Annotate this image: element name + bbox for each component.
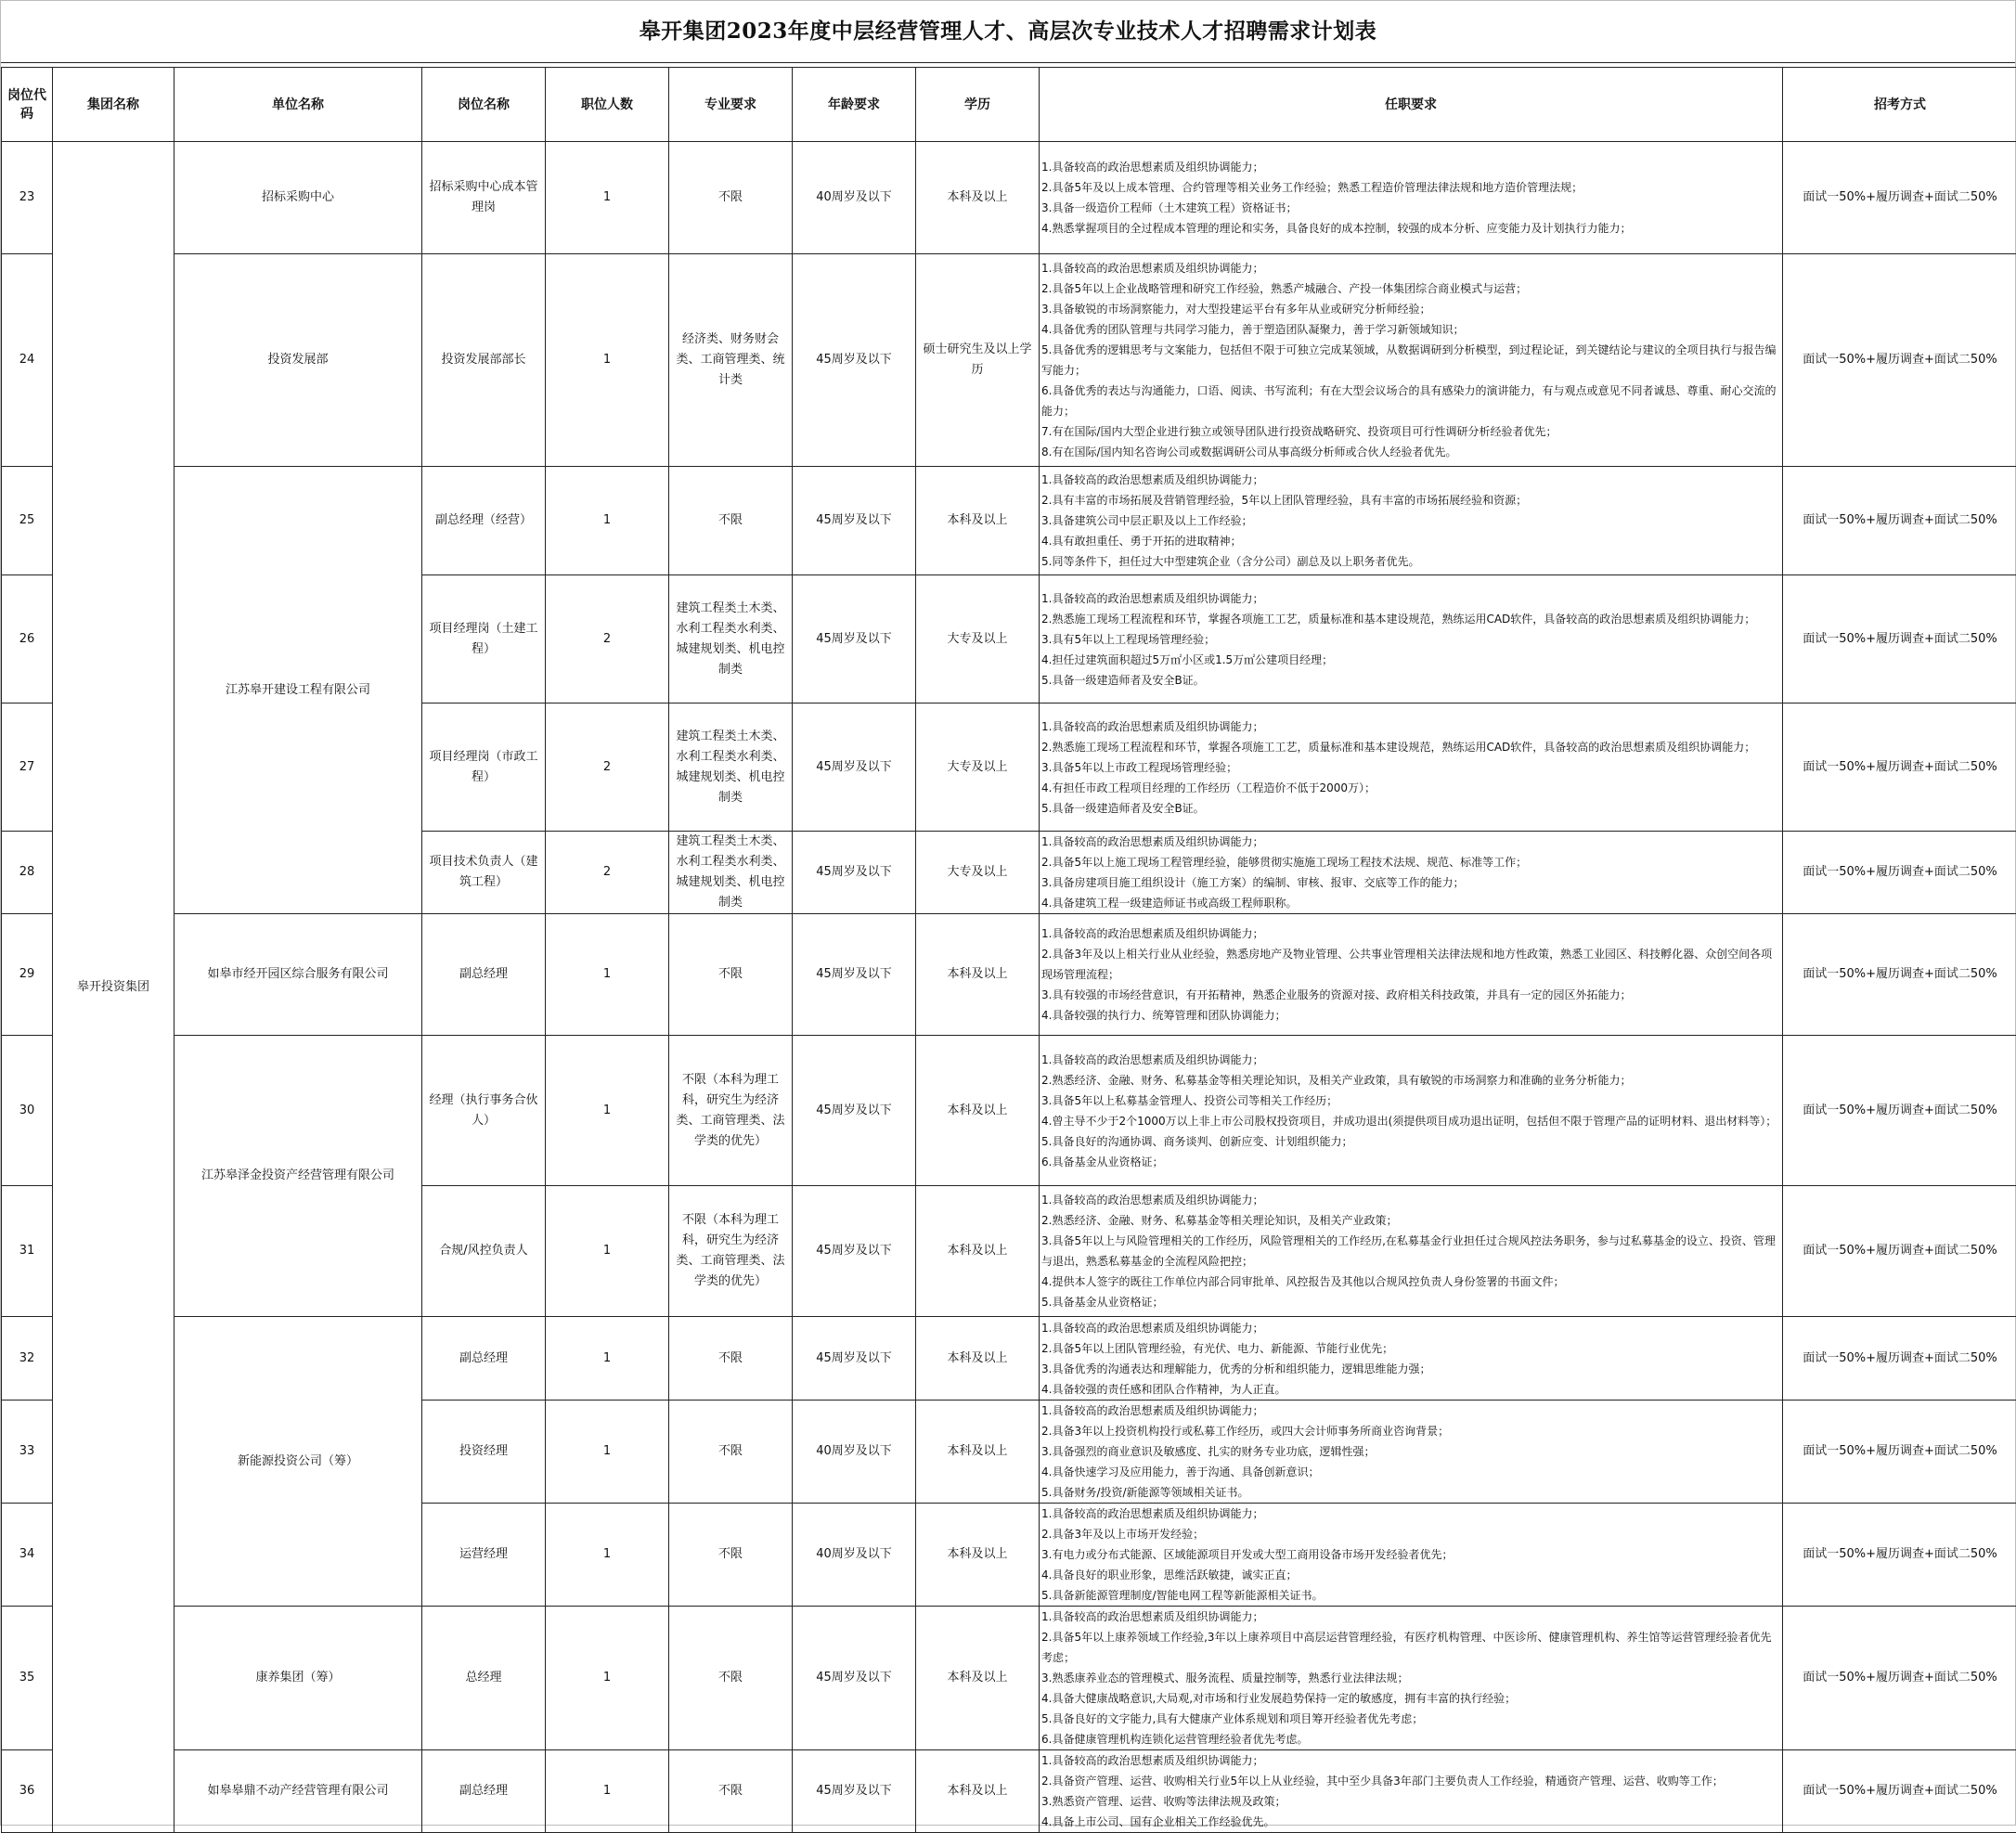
requirement-line: 5.具备新能源管理制度/智能电网工程等新能源相关证书。 xyxy=(1041,1585,1780,1606)
requirement-line: 2.具备5年以上企业战略管理和研究工作经验，熟悉产城融合、产投一体集团综合商业模式与运营； xyxy=(1041,278,1780,299)
cell-exam-method: 面试一50%+履历调查+面试二50% xyxy=(1783,1607,2016,1750)
table-row xyxy=(2,1036,2016,1186)
cell-edu: 本科及以上 xyxy=(916,1036,1040,1186)
cell-major: 不限 xyxy=(669,1750,793,1833)
cell-edu: 大专及以上 xyxy=(916,575,1040,704)
cell-count: 1 xyxy=(546,1607,669,1750)
cell-major: 不限 xyxy=(669,1607,793,1750)
table-row xyxy=(2,914,2016,1036)
cell-age: 40周岁及以下 xyxy=(793,1504,916,1607)
cell-exam-method: 面试一50%+履历调查+面试二50% xyxy=(1783,704,2016,832)
cell-code: 36 xyxy=(2,1750,53,1833)
cell-unit: 如皋皋鼎不动产经营管理有限公司 xyxy=(174,1750,422,1833)
requirement-line: 5.具备优秀的逻辑思考与文案能力，包括但不限于可独立完成某领域，从数据调研到分析模型，到过程论证，到关键结论与建议的全项目执行与报告编写能力； xyxy=(1041,340,1780,381)
cell-position: 投资发展部部长 xyxy=(422,254,546,467)
cell-age: 45周岁及以下 xyxy=(793,1186,916,1317)
requirement-line: 1.具备较高的政治思想素质及组织协调能力； xyxy=(1041,1050,1780,1070)
cell-position: 副总经理 xyxy=(422,1750,546,1833)
cell-count: 2 xyxy=(546,575,669,704)
cell-exam-method: 面试一50%+履历调查+面试二50% xyxy=(1783,575,2016,704)
cell-major: 不限 xyxy=(669,467,793,575)
cell-exam-method: 面试一50%+履历调查+面试二50% xyxy=(1783,1750,2016,1833)
requirement-line: 2.具备3年及以上市场开发经验； xyxy=(1041,1524,1780,1544)
cell-age: 45周岁及以下 xyxy=(793,467,916,575)
cell-count: 1 xyxy=(546,467,669,575)
header-requirements: 任职要求 xyxy=(1040,68,1783,142)
requirement-line: 4.有担任市政工程项目经理的工作经历（工程造价不低于2000万）； xyxy=(1041,778,1780,798)
cell-age: 40周岁及以下 xyxy=(793,1401,916,1504)
cell-position: 副总经理 xyxy=(422,914,546,1036)
cell-edu: 本科及以上 xyxy=(916,1317,1040,1401)
cell-requirements xyxy=(1040,1750,1783,1833)
requirement-line: 2.熟悉施工现场工程流程和环节，掌握各项施工工艺，质量标准和基本建设规范，熟练运用CAD软件，具备较高的政治思想素质及组织协调能力； xyxy=(1041,609,1780,629)
cell-age: 45周岁及以下 xyxy=(793,832,916,914)
cell-position: 投资经理 xyxy=(422,1401,546,1504)
requirement-line: 2.具备3年以上投资机构投行或私募工作经历，或四大会计师事务所商业咨询背景； xyxy=(1041,1421,1780,1441)
header-code: 岗位代码 xyxy=(2,68,53,142)
cell-requirements xyxy=(1040,254,1783,467)
cell-code: 28 xyxy=(2,832,53,914)
cell-count: 1 xyxy=(546,914,669,1036)
requirement-line: 1.具备较高的政治思想素质及组织协调能力； xyxy=(1041,1504,1780,1524)
cell-requirements xyxy=(1040,832,1783,914)
requirement-line: 3.具备5年以上市政工程现场管理经验； xyxy=(1041,757,1780,778)
requirement-line: 2.具备5年以上团队管理经验，有光伏、电力、新能源、节能行业优先； xyxy=(1041,1338,1780,1359)
cell-exam-method: 面试一50%+履历调查+面试二50% xyxy=(1783,142,2016,254)
table-row xyxy=(2,142,2016,254)
cell-edu: 本科及以上 xyxy=(916,1401,1040,1504)
cell-unit: 康养集团（筹） xyxy=(174,1607,422,1750)
cell-count: 1 xyxy=(546,1504,669,1607)
cell-age: 45周岁及以下 xyxy=(793,575,916,704)
requirement-line: 4.担任过建筑面积超过5万㎡小区或1.5万㎡公建项目经理； xyxy=(1041,650,1780,670)
table-row xyxy=(2,1317,2016,1401)
table-row xyxy=(2,467,2016,575)
cell-code: 32 xyxy=(2,1317,53,1401)
requirement-line: 3.具备敏锐的市场洞察能力，对大型投建运平台有多年从业或研究分析师经验； xyxy=(1041,299,1780,319)
cell-unit: 江苏皋泽金投资产经营管理有限公司 xyxy=(174,1036,422,1317)
cell-requirements xyxy=(1040,1504,1783,1607)
cell-unit: 投资发展部 xyxy=(174,254,422,467)
requirement-line: 4.具备上市公司、国有企业相关工作经验优先。 xyxy=(1041,1812,1780,1832)
header-major: 专业要求 xyxy=(669,68,793,142)
cell-edu: 本科及以上 xyxy=(916,914,1040,1036)
requirement-line: 7.有在国际/国内大型企业进行独立或领导团队进行投资战略研究、投资项目可行性调研分析经验者优先； xyxy=(1041,421,1780,442)
requirement-line: 2.熟悉施工现场工程流程和环节，掌握各项施工工艺，质量标准和基本建设规范，熟练运用CAD软件，具备较高的政治思想素质及组织协调能力； xyxy=(1041,737,1780,757)
cell-code: 24 xyxy=(2,254,53,467)
cell-requirements xyxy=(1040,1401,1783,1504)
cell-code: 30 xyxy=(2,1036,53,1186)
requirement-line: 3.熟悉康养业态的管理模式、服务流程、质量控制等，熟悉行业法律法规； xyxy=(1041,1668,1780,1688)
cell-requirements xyxy=(1040,467,1783,575)
cell-position: 副总经理 xyxy=(422,1317,546,1401)
cell-major: 不限（本科为理工科，研究生为经济类、工商管理类、法学类的优先） xyxy=(669,1036,793,1186)
cell-edu: 大专及以上 xyxy=(916,832,1040,914)
cell-count: 1 xyxy=(546,142,669,254)
cell-unit: 新能源投资公司（筹） xyxy=(174,1317,422,1607)
requirement-line: 1.具备较高的政治思想素质及组织协调能力； xyxy=(1041,716,1780,737)
cell-unit: 江苏皋开建设工程有限公司 xyxy=(174,467,422,914)
requirement-line: 6.具备健康管理机构连锁化运营管理经验者优先考虑。 xyxy=(1041,1729,1780,1749)
cell-code: 23 xyxy=(2,142,53,254)
cell-position: 项目经理岗（土建工程） xyxy=(422,575,546,704)
requirement-line: 1.具备较高的政治思想素质及组织协调能力； xyxy=(1041,1607,1780,1627)
requirement-line: 5.具备良好的文字能力,具有大健康产业体系规划和项目筹开经验者优先考虑； xyxy=(1041,1709,1780,1729)
cell-code: 35 xyxy=(2,1607,53,1750)
requirement-line: 5.具备良好的沟通协调、商务谈判、创新应变、计划组织能力； xyxy=(1041,1131,1780,1152)
requirement-line: 4.具备良好的职业形象，思维活跃敏捷，诚实正直； xyxy=(1041,1565,1780,1585)
cell-count: 1 xyxy=(546,1317,669,1401)
requirement-line: 3.具备一级造价工程师（土木建筑工程）资格证书； xyxy=(1041,198,1780,218)
cell-edu: 本科及以上 xyxy=(916,1186,1040,1317)
cell-position: 项目技术负责人（建筑工程） xyxy=(422,832,546,914)
cell-major: 经济类、财务财会类、工商管理类、统计类 xyxy=(669,254,793,467)
cell-exam-method: 面试一50%+履历调查+面试二50% xyxy=(1783,254,2016,467)
requirement-line: 1.具备较高的政治思想素质及组织协调能力； xyxy=(1041,1318,1780,1338)
requirement-line: 1.具备较高的政治思想素质及组织协调能力； xyxy=(1041,470,1780,490)
header-count: 职位人数 xyxy=(546,68,669,142)
cell-requirements xyxy=(1040,1607,1783,1750)
cell-age: 45周岁及以下 xyxy=(793,1750,916,1833)
cell-major: 不限 xyxy=(669,142,793,254)
cell-major: 不限 xyxy=(669,1317,793,1401)
header-exam-method: 招考方式 xyxy=(1783,68,2016,142)
requirement-line: 2.具备5年以上康养领域工作经验,3年以上康养项目中高层运营管理经验，有医疗机构管理、中医诊所、健康管理机构、养生馆等运营管理经验者优先考虑； xyxy=(1041,1627,1780,1668)
cell-position: 副总经理（经营） xyxy=(422,467,546,575)
requirement-line: 2.具有丰富的市场拓展及营销管理经验，5年以上团队管理经验，具有丰富的市场拓展经验和资源； xyxy=(1041,490,1780,510)
cell-requirements xyxy=(1040,704,1783,832)
cell-edu: 本科及以上 xyxy=(916,1750,1040,1833)
cell-position: 项目经理岗（市政工程） xyxy=(422,704,546,832)
requirement-line: 1.具备较高的政治思想素质及组织协调能力； xyxy=(1041,923,1780,944)
requirement-line: 1.具备较高的政治思想素质及组织协调能力； xyxy=(1041,832,1780,852)
cell-count: 1 xyxy=(546,1401,669,1504)
cell-major: 不限 xyxy=(669,1504,793,1607)
requirement-line: 3.具备强烈的商业意识及敏感度、扎实的财务专业功底，逻辑性强； xyxy=(1041,1441,1780,1462)
cell-exam-method: 面试一50%+履历调查+面试二50% xyxy=(1783,1186,2016,1317)
header-age: 年龄要求 xyxy=(793,68,916,142)
cell-requirements xyxy=(1040,914,1783,1036)
cell-code: 33 xyxy=(2,1401,53,1504)
requirement-line: 3.熟悉资产管理、运营、收购等法律法规及政策； xyxy=(1041,1791,1780,1812)
requirement-line: 4.熟悉掌握项目的全过程成本管理的理论和实务，具备良好的成本控制，较强的成本分析、应变能力及计划执行力能力； xyxy=(1041,218,1780,239)
cell-code: 25 xyxy=(2,467,53,575)
requirement-line: 5.具备财务/投资/新能源等领域相关证书。 xyxy=(1041,1482,1780,1503)
requirement-line: 3.有电力或分布式能源、区域能源项目开发或大型工商用设备市场开发经验者优先； xyxy=(1041,1544,1780,1565)
requirement-line: 4.具备较强的执行力、统筹管理和团队协调能力； xyxy=(1041,1005,1780,1026)
requirement-line: 3.具备优秀的沟通表达和理解能力，优秀的分析和组织能力，逻辑思维能力强； xyxy=(1041,1359,1780,1379)
requirement-line: 8.有在国际/国内知名咨询公司或数据调研公司从事高级分析师或合伙人经验者优先。 xyxy=(1041,442,1780,462)
cell-age: 45周岁及以下 xyxy=(793,704,916,832)
requirement-line: 5.具备一级建造师者及安全B证。 xyxy=(1041,798,1780,819)
cell-count: 1 xyxy=(546,1186,669,1317)
requirement-line: 1.具备较高的政治思想素质及组织协调能力； xyxy=(1041,588,1780,609)
cell-requirements xyxy=(1040,1036,1783,1186)
cell-exam-method: 面试一50%+履历调查+面试二50% xyxy=(1783,1317,2016,1401)
cell-edu: 本科及以上 xyxy=(916,1504,1040,1607)
cell-edu: 本科及以上 xyxy=(916,1607,1040,1750)
cell-count: 2 xyxy=(546,832,669,914)
requirement-line: 4.曾主导不少于2个1000万以上非上市公司股权投资项目，并成功退出(须提供项目成功退出证明，包括但不限于管理产品的证明材料、退出材料等）； xyxy=(1041,1111,1780,1131)
cell-requirements xyxy=(1040,575,1783,704)
requirement-line: 3.具备5年以上与风险管理相关的工作经历，风险管理相关的工作经历,在私募基金行业担任过合规风控法务职务，参与过私募基金的设立、投资、管理与退出，熟悉私募基金的全流程风险把控； xyxy=(1041,1231,1780,1271)
requirement-line: 4.具备建筑工程一级建造师证书或高级工程师职称。 xyxy=(1041,893,1780,913)
cell-exam-method: 面试一50%+履历调查+面试二50% xyxy=(1783,1504,2016,1607)
cell-count: 1 xyxy=(546,1036,669,1186)
cell-age: 40周岁及以下 xyxy=(793,142,916,254)
cell-age: 45周岁及以下 xyxy=(793,254,916,467)
header-position: 岗位名称 xyxy=(422,68,546,142)
cell-code: 34 xyxy=(2,1504,53,1607)
requirement-line: 2.熟悉经济、金融、财务、私募基金等相关理论知识，及相关产业政策； xyxy=(1041,1210,1780,1231)
requirement-line: 4.具备较强的责任感和团队合作精神，为人正直。 xyxy=(1041,1379,1780,1400)
cell-code: 29 xyxy=(2,914,53,1036)
requirement-line: 4.具有敢担重任、勇于开拓的进取精神； xyxy=(1041,531,1780,551)
table-row xyxy=(2,1607,2016,1750)
cell-edu: 硕士研究生及以上学历 xyxy=(916,254,1040,467)
requirement-line: 4.具备大健康战略意识,大局观,对市场和行业发展趋势保持一定的敏感度，拥有丰富的执行经验； xyxy=(1041,1688,1780,1709)
header-group: 集团名称 xyxy=(53,68,174,142)
requirement-line: 2.具备3年及以上相关行业从业经验，熟悉房地产及物业管理、公共事业管理相关法律法规和地方性政策，熟悉工业园区、科技孵化器、众创空间各项现场管理流程； xyxy=(1041,944,1780,985)
requirement-line: 3.具有较强的市场经营意识，有开拓精神，熟悉企业服务的资源对接、政府相关科技政策，并具有一定的园区外拓能力； xyxy=(1041,985,1780,1005)
cell-code: 27 xyxy=(2,704,53,832)
requirement-line: 6.具备优秀的表达与沟通能力，口语、阅读、书写流利；有在大型会议场合的具有感染力的演讲能力，有与观点或意见不同者诚恳、尊重、耐心交流的能力； xyxy=(1041,381,1780,421)
cell-position: 合规/风控负责人 xyxy=(422,1186,546,1317)
requirement-line: 1.具备较高的政治思想素质及组织协调能力； xyxy=(1041,1190,1780,1210)
requirement-line: 1.具备较高的政治思想素质及组织协调能力； xyxy=(1041,1401,1780,1421)
cell-position: 总经理 xyxy=(422,1607,546,1750)
table-row xyxy=(2,1750,2016,1833)
cell-count: 1 xyxy=(546,254,669,467)
requirement-line: 1.具备较高的政治思想素质及组织协调能力； xyxy=(1041,258,1780,278)
cell-major: 建筑工程类土木类、水利工程类水利类、城建规划类、机电控制类 xyxy=(669,704,793,832)
requirement-line: 3.具备房建项目施工组织设计（施工方案）的编制、审核、报审、交底等工作的能力； xyxy=(1041,872,1780,893)
page-title: 皋开集团2023年度中层经营管理人才、高层次专业技术人才招聘需求计划表 xyxy=(1,1,2015,63)
cell-edu: 大专及以上 xyxy=(916,704,1040,832)
requirement-line: 1.具备较高的政治思想素质及组织协调能力； xyxy=(1041,157,1780,177)
cell-requirements xyxy=(1040,1317,1783,1401)
cell-exam-method: 面试一50%+履历调查+面试二50% xyxy=(1783,467,2016,575)
cell-age: 45周岁及以下 xyxy=(793,914,916,1036)
cell-count: 1 xyxy=(546,1750,669,1833)
requirement-line: 3.具备5年以上私募基金管理人、投资公司等相关工作经历； xyxy=(1041,1091,1780,1111)
cell-unit: 招标采购中心 xyxy=(174,142,422,254)
cell-count: 2 xyxy=(546,704,669,832)
table-row xyxy=(2,254,2016,467)
requirement-line: 4.提供本人签字的既往工作单位内部合同审批单、风控报告及其他以合规风控负责人身份签署的书面文件； xyxy=(1041,1271,1780,1292)
cell-age: 45周岁及以下 xyxy=(793,1317,916,1401)
cell-major: 不限（本科为理工科，研究生为经济类、工商管理类、法学类的优先） xyxy=(669,1186,793,1317)
cell-position: 招标采购中心成本管理岗 xyxy=(422,142,546,254)
requirement-line: 3.具备建筑公司中层正职及以上工作经验； xyxy=(1041,510,1780,531)
requirement-line: 2.具备5年以上施工现场工程管理经验，能够贯彻实施施工现场工程技术法规、规范、标准等工作； xyxy=(1041,852,1780,872)
requirement-line: 2.具备资产管理、运营、收购相关行业5年以上从业经验，其中至少具备3年部门主要负责人工作经验，精通资产管理、运营、收购等工作； xyxy=(1041,1771,1780,1791)
cell-code: 26 xyxy=(2,575,53,704)
cell-unit: 如皋市经开园区综合服务有限公司 xyxy=(174,914,422,1036)
requirement-line: 1.具备较高的政治思想素质及组织协调能力； xyxy=(1041,1750,1780,1771)
cell-position: 经理（执行事务合伙人） xyxy=(422,1036,546,1186)
requirement-line: 6.具备基金从业资格证； xyxy=(1041,1152,1780,1172)
requirement-line: 4.具备快速学习及应用能力，善于沟通、具备创新意识； xyxy=(1041,1462,1780,1482)
cell-exam-method: 面试一50%+履历调查+面试二50% xyxy=(1783,832,2016,914)
requirement-line: 5.同等条件下，担任过大中型建筑企业（含分公司）副总及以上职务者优先。 xyxy=(1041,551,1780,572)
cell-major: 不限 xyxy=(669,1401,793,1504)
requirement-line: 2.熟悉经济、金融、财务、私募基金等相关理论知识，及相关产业政策，具有敏锐的市场洞察力和准确的业务分析能力； xyxy=(1041,1070,1780,1091)
header-edu: 学历 xyxy=(916,68,1040,142)
cell-age: 45周岁及以下 xyxy=(793,1607,916,1750)
cell-edu: 本科及以上 xyxy=(916,142,1040,254)
cell-age: 45周岁及以下 xyxy=(793,1036,916,1186)
requirement-line: 5.具备一级建造师者及安全B证。 xyxy=(1041,670,1780,691)
requirement-line: 2.具备5年及以上成本管理、合约管理等相关业务工作经验；熟悉工程造价管理法律法规和地方造价管理法规； xyxy=(1041,177,1780,198)
requirement-line: 3.具有5年以上工程现场管理经验； xyxy=(1041,629,1780,650)
requirement-line: 5.具备基金从业资格证； xyxy=(1041,1292,1780,1312)
cell-group-name: 皋开投资集团 xyxy=(53,142,174,1833)
header-row xyxy=(2,68,2016,142)
cell-exam-method: 面试一50%+履历调查+面试二50% xyxy=(1783,914,2016,1036)
cell-edu: 本科及以上 xyxy=(916,467,1040,575)
cell-exam-method: 面试一50%+履历调查+面试二50% xyxy=(1783,1401,2016,1504)
cell-major: 不限 xyxy=(669,914,793,1036)
header-unit: 单位名称 xyxy=(174,68,422,142)
cell-exam-method: 面试一50%+履历调查+面试二50% xyxy=(1783,1036,2016,1186)
cell-requirements xyxy=(1040,1186,1783,1317)
cell-major: 建筑工程类土木类、水利工程类水利类、城建规划类、机电控制类 xyxy=(669,832,793,914)
cell-code: 31 xyxy=(2,1186,53,1317)
recruitment-table xyxy=(1,67,2016,1833)
requirement-line: 4.具备优秀的团队管理与共同学习能力，善于塑造团队凝聚力，善于学习新领域知识； xyxy=(1041,319,1780,340)
cell-major: 建筑工程类土木类、水利工程类水利类、城建规划类、机电控制类 xyxy=(669,575,793,704)
cell-position: 运营经理 xyxy=(422,1504,546,1607)
cell-requirements xyxy=(1040,142,1783,254)
